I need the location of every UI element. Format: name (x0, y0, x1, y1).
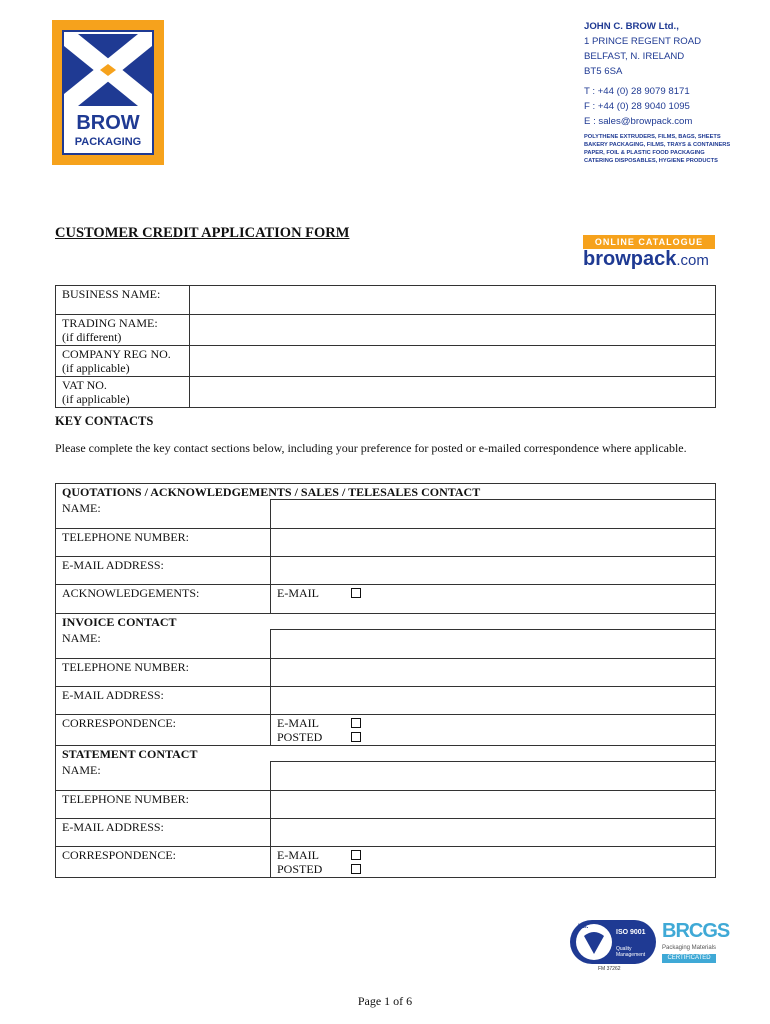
trading-name-label: TRADING NAME: (if different) (56, 315, 190, 346)
invoice-correspondence-options (271, 715, 716, 746)
saltire-icon (64, 34, 152, 106)
brcgs-certificated: CERTIFICATED (662, 954, 716, 963)
table-row (56, 659, 716, 687)
invoice-phone-label: TELEPHONE NUMBER: (56, 659, 271, 687)
brcgs-sub-text: Packaging Materials (662, 945, 717, 951)
table-row (56, 286, 716, 315)
table-row (56, 762, 716, 791)
sales-name-field[interactable] (271, 500, 716, 529)
sales-email-field[interactable] (271, 557, 716, 585)
table-row (56, 819, 716, 847)
company-reg-label: COMPANY REG NO. (if applicable) (56, 346, 190, 377)
statement-email-label: E-MAIL ADDRESS: (56, 819, 271, 847)
catalogue-url[interactable] (583, 248, 709, 271)
bsi-text: bsi. (578, 924, 589, 930)
statement-contact-title: STATEMENT CONTACT (56, 746, 716, 762)
brcgs-badge (662, 920, 729, 963)
acknowledgements-label: ACKNOWLEDGEMENTS: (56, 585, 271, 614)
business-name-label: BUSINESS NAME: (56, 286, 190, 315)
address-telephone: T : +44 (0) 28 9079 8171 (584, 86, 690, 97)
online-catalogue-badge: ONLINE CATALOGUE (583, 235, 715, 249)
vat-no-label: VAT NO. (if applicable) (56, 377, 190, 408)
table-row (56, 847, 716, 878)
logo-word-brow: BROW (76, 112, 140, 134)
trading-name-field[interactable] (190, 315, 716, 346)
invoice-phone-field[interactable] (271, 659, 716, 687)
address-postcode: BT5 6SA (584, 66, 623, 77)
section-header-row (56, 484, 716, 500)
email-checkbox[interactable] (351, 718, 361, 728)
table-row (56, 377, 716, 408)
fm-number: FM 37262 (598, 966, 621, 972)
brcgs-text: BRCGS (662, 920, 730, 942)
section-header-row (56, 614, 716, 630)
email-checkbox[interactable] (351, 850, 361, 860)
iso-text: ISO 9001 (616, 929, 646, 936)
email-option[interactable]: E-MAIL (277, 848, 709, 862)
invoice-name-label: NAME: (56, 630, 271, 659)
sales-email-label: E-MAIL ADDRESS: (56, 557, 271, 585)
invoice-name-field[interactable] (271, 630, 716, 659)
invoice-contact-title: INVOICE CONTACT (56, 614, 716, 630)
company-name: JOHN C. BROW Ltd., (584, 21, 679, 32)
business-name-field[interactable] (190, 286, 716, 315)
product-line: POLYTHENE EXTRUDERS, FILMS, BAGS, SHEETS (584, 134, 721, 140)
iso-sub-text: Quality Management (616, 946, 646, 958)
email-option[interactable]: E-MAIL (277, 716, 709, 730)
business-details-table (55, 285, 716, 408)
vat-no-field[interactable] (190, 377, 716, 408)
statement-email-field[interactable] (271, 819, 716, 847)
product-line: CATERING DISPOSABLES, HYGIENE PRODUCTS (584, 158, 718, 164)
acknowledgements-options (271, 585, 716, 614)
statement-correspondence-options (271, 847, 716, 878)
company-address (584, 19, 701, 129)
table-row (56, 315, 716, 346)
table-row (56, 346, 716, 377)
section-header-row (56, 746, 716, 762)
statement-phone-label: TELEPHONE NUMBER: (56, 791, 271, 819)
posted-checkbox[interactable] (351, 864, 361, 874)
invoice-email-field[interactable] (271, 687, 716, 715)
sales-name-label: NAME: (56, 500, 271, 529)
statement-name-label: NAME: (56, 762, 271, 791)
invoice-email-label: E-MAIL ADDRESS: (56, 687, 271, 715)
table-row (56, 687, 716, 715)
catalogue-url-main: browpack (583, 248, 677, 270)
address-city: BELFAST, N. IRELAND (584, 51, 685, 62)
bsi-iso-9001-badge (570, 920, 656, 964)
company-reg-field[interactable] (190, 346, 716, 377)
posted-option[interactable]: POSTED (277, 862, 709, 876)
table-row (56, 529, 716, 557)
table-row (56, 500, 716, 529)
posted-option[interactable]: POSTED (277, 730, 709, 744)
logo-word-packaging: PACKAGING (74, 136, 142, 148)
page-number: Page 1 of 6 (357, 994, 413, 1008)
table-row (56, 791, 716, 819)
brow-packaging-logo (52, 20, 164, 165)
email-checkbox[interactable] (351, 588, 361, 598)
table-row (56, 585, 716, 614)
statement-name-field[interactable] (271, 762, 716, 791)
contacts-table (55, 483, 716, 878)
sales-phone-label: TELEPHONE NUMBER: (56, 529, 271, 557)
product-line: PAPER, FOIL & PLASTIC FOOD PACKAGING (584, 150, 705, 156)
product-line: BAKERY PACKAGING, FILMS, TRAYS & CONTAINERS (584, 142, 731, 148)
email-option[interactable]: E-MAIL (277, 586, 709, 600)
table-row (56, 630, 716, 659)
address-street: 1 PRINCE REGENT ROAD (584, 36, 702, 47)
table-row (56, 557, 716, 585)
key-contacts-intro: Please complete the key contact sections below, including your preference for posted or e-mailed correspondence where applicable. (55, 441, 687, 455)
product-lines (584, 133, 730, 165)
form-title: CUSTOMER CREDIT APPLICATION FORM (55, 225, 350, 241)
statement-phone-field[interactable] (271, 791, 716, 819)
table-row (56, 715, 716, 746)
catalogue-url-suffix: .com (676, 252, 709, 269)
address-fax: F : +44 (0) 28 9040 1095 (584, 101, 690, 112)
statement-correspondence-label: CORRESPONDENCE: (56, 847, 271, 878)
key-contacts-heading: KEY CONTACTS (55, 414, 154, 428)
invoice-correspondence-label: CORRESPONDENCE: (56, 715, 271, 746)
sales-phone-field[interactable] (271, 529, 716, 557)
address-email: E : sales@browpack.com (584, 116, 693, 127)
posted-checkbox[interactable] (351, 732, 361, 742)
sales-contact-title: QUOTATIONS / ACKNOWLEDGEMENTS / SALES / TELESALES CONTACT (56, 484, 716, 500)
